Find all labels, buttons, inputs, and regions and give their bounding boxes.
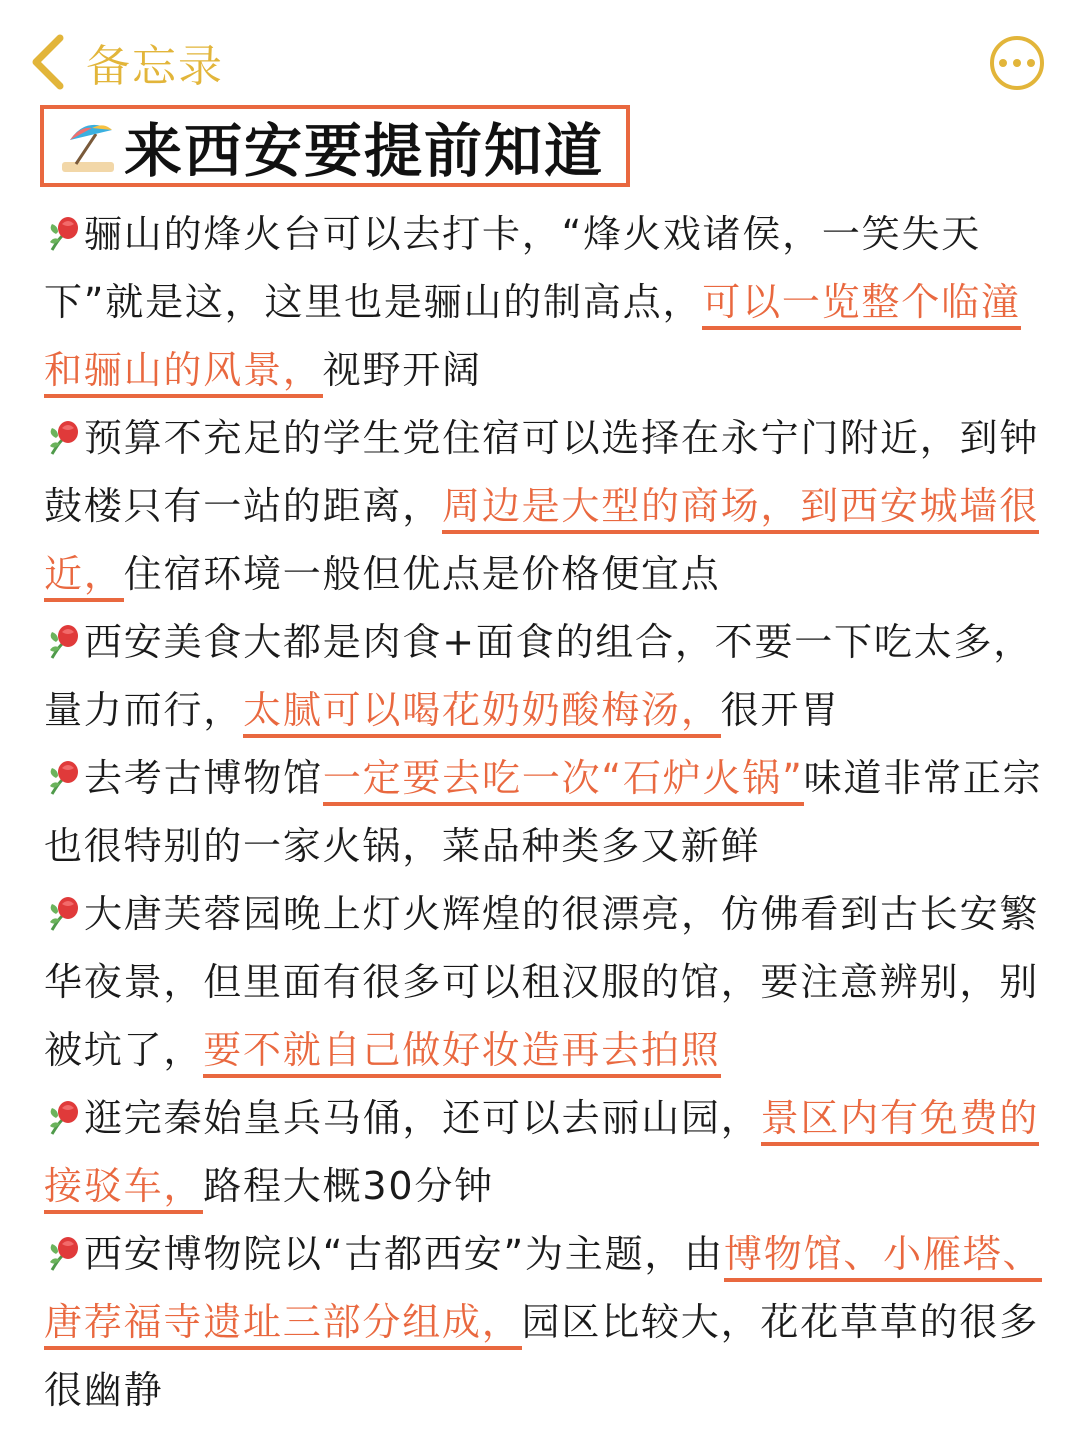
nav-bar <box>0 0 1080 110</box>
highlighted-text: 博物馆、小雁塔、唐荐福寺遗址三部分组成， <box>44 1232 1042 1350</box>
rose-icon <box>44 409 82 447</box>
tip-item <box>44 608 1044 744</box>
tip-text: 骊山的烽火台可以去打卡，“烽火戏诸侯，一笑失天下”就是这，这里也是骊山的制高点， <box>44 212 982 324</box>
back-button[interactable] <box>28 30 224 94</box>
rose-icon <box>44 749 82 787</box>
tip-text: 预算不充足的学生党住宿可以选择在永宁门附近，到钟鼓楼只有一站的距离， <box>44 416 1040 528</box>
more-button[interactable] <box>990 36 1044 90</box>
tip-text: 路程大概30分钟 <box>203 1164 494 1208</box>
more-dots-icon <box>1027 59 1035 67</box>
tip-text: 西安博物院以“古都西安”为主题，由 <box>84 1232 724 1276</box>
note-title-box <box>40 105 630 187</box>
note-title: 来西安要提前知道 <box>124 117 605 185</box>
chevron-left-icon <box>28 32 68 92</box>
tip-text: 大唐芙蓉园晚上灯火辉煌的很漂亮，仿佛看到古长安繁华夜景，但里面有很多可以租汉服的馆，要注意辨别，别被坑了， <box>44 892 1040 1072</box>
highlighted-text: 要不就自己做好妆造再去拍照 <box>203 1028 720 1078</box>
rose-icon <box>44 1225 82 1263</box>
highlighted-text: 太腻可以喝花奶奶酸梅汤， <box>243 688 721 738</box>
tip-text: 很开胃 <box>720 688 841 732</box>
tip-text: 园区比较大，花花草草的很多很幽静 <box>44 1300 1040 1412</box>
tip-item <box>44 880 1044 1084</box>
beach-umbrella-icon <box>56 114 120 178</box>
tip-item <box>44 404 1044 608</box>
tip-item <box>44 200 1044 404</box>
note-body <box>44 200 1044 1424</box>
tip-text: 视野开阔 <box>322 348 482 392</box>
tip-item <box>44 1084 1044 1220</box>
highlighted-text: 可以一览整个临潼和骊山的风景， <box>44 280 1021 398</box>
rose-icon <box>44 1089 82 1127</box>
tip-text: 住宿环境一般但优点是价格便宜点 <box>123 552 721 596</box>
tip-text: 味道非常正宗也很特别的一家火锅，菜品种类多又新鲜 <box>44 756 1043 868</box>
tip-item <box>44 1220 1044 1424</box>
rose-icon <box>44 205 82 243</box>
tip-text: 西安美食大都是肉食+面食的组合，不要一下吃太多，量力而行， <box>44 620 1034 732</box>
tip-text: 去考古博物馆 <box>84 756 323 800</box>
rose-icon <box>44 885 82 923</box>
more-dots-icon <box>999 59 1007 67</box>
more-dots-icon <box>1013 59 1021 67</box>
tip-item <box>44 744 1044 880</box>
highlighted-text: 景区内有免费的接驳车， <box>44 1096 1039 1214</box>
back-label: 备忘录 <box>86 41 224 92</box>
tip-text: 逛完秦始皇兵马俑，还可以去丽山园， <box>84 1096 761 1140</box>
rose-icon <box>44 613 82 651</box>
highlighted-text: 一定要去吃一次“石炉火锅” <box>323 756 804 806</box>
highlighted-text: 周边是大型的商场，到西安城墙很近， <box>44 484 1039 602</box>
